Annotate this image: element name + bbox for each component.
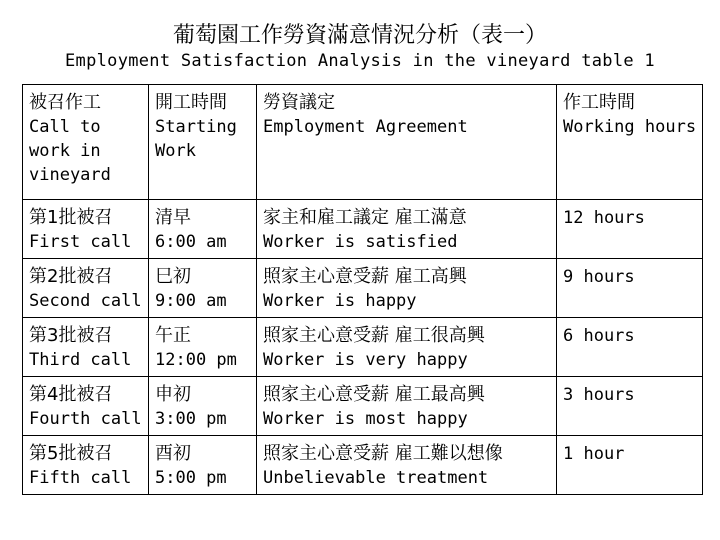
hours-cell (557, 318, 703, 377)
call-en: Fourth call (29, 409, 142, 429)
header-call (23, 85, 149, 200)
hours-value: 12 hours (563, 208, 645, 228)
call-en: First call (29, 232, 132, 252)
hours-cell (557, 436, 703, 495)
header-start (149, 85, 257, 200)
agreement-zh: 照家主心意受薪 雇工很高興 (263, 325, 485, 346)
header-agreement-zh: 勞資議定 (263, 92, 335, 113)
agreement-cell (257, 436, 557, 495)
agreement-zh: 照家主心意受薪 雇工高興 (263, 266, 467, 287)
start-zh: 清早 (155, 207, 191, 228)
start-en: 6:00 am (155, 232, 227, 252)
start-en: 9:00 am (155, 291, 227, 311)
agreement-en: Worker is satisfied (263, 232, 458, 252)
table-row (23, 318, 703, 377)
call-cell (23, 318, 149, 377)
start-cell (149, 318, 257, 377)
agreement-zh: 照家主心意受薪 雇工難以想像 (263, 443, 503, 464)
table-row (23, 377, 703, 436)
call-en: Fifth call (29, 468, 132, 488)
call-zh: 第5批被召 (29, 443, 113, 464)
header-call-en: Call to work in vineyard (29, 117, 111, 185)
title-english: Employment Satisfaction Analysis in the vineyard table 1 (65, 51, 655, 71)
start-zh: 午正 (155, 325, 191, 346)
header-call-zh: 被召作工 (29, 92, 101, 113)
start-cell (149, 377, 257, 436)
agreement-en: Worker is happy (263, 291, 417, 311)
call-cell (23, 377, 149, 436)
start-en: 3:00 pm (155, 409, 227, 429)
agreement-cell (257, 200, 557, 259)
start-en: 5:00 pm (155, 468, 227, 488)
header-start-en: Starting Work (155, 117, 237, 161)
agreement-cell (257, 318, 557, 377)
agreement-zh: 家主和雇工議定 雇工滿意 (263, 207, 467, 228)
hours-cell (557, 377, 703, 436)
call-cell (23, 200, 149, 259)
agreement-en: Unbelievable treatment (263, 468, 489, 488)
call-en: Second call (29, 291, 142, 311)
agreement-en: Worker is most happy (263, 409, 468, 429)
hours-value: 9 hours (563, 267, 635, 287)
satisfaction-table (22, 84, 703, 495)
agreement-en: Worker is very happy (263, 350, 468, 370)
header-row (23, 85, 703, 200)
header-hours-en: Working hours (563, 117, 697, 137)
start-cell (149, 259, 257, 318)
header-start-zh: 開工時間 (155, 92, 227, 113)
agreement-cell (257, 259, 557, 318)
hours-value: 6 hours (563, 326, 635, 346)
call-en: Third call (29, 350, 132, 370)
hours-cell (557, 259, 703, 318)
call-zh: 第1批被召 (29, 207, 113, 228)
start-zh: 巳初 (155, 266, 191, 287)
title-chinese: 葡萄園工作勞資滿意情況分析（表一） (172, 23, 547, 48)
call-cell (23, 259, 149, 318)
header-agreement (257, 85, 557, 200)
header-hours-zh: 作工時間 (563, 92, 635, 113)
header-agreement-en: Employment Agreement (263, 117, 468, 137)
hours-value: 3 hours (563, 385, 635, 405)
hours-cell (557, 200, 703, 259)
call-cell (23, 436, 149, 495)
start-cell (149, 436, 257, 495)
hours-value: 1 hour (563, 444, 625, 464)
table-row (23, 200, 703, 259)
header-hours (557, 85, 703, 200)
table-row (23, 259, 703, 318)
agreement-cell (257, 377, 557, 436)
agreement-zh: 照家主心意受薪 雇工最高興 (263, 384, 485, 405)
start-zh: 申初 (155, 384, 191, 405)
start-cell (149, 200, 257, 259)
call-zh: 第4批被召 (29, 384, 113, 405)
call-zh: 第3批被召 (29, 325, 113, 346)
call-zh: 第2批被召 (29, 266, 113, 287)
table-row (23, 436, 703, 495)
start-zh: 酉初 (155, 443, 191, 464)
start-en: 12:00 pm (155, 350, 237, 370)
